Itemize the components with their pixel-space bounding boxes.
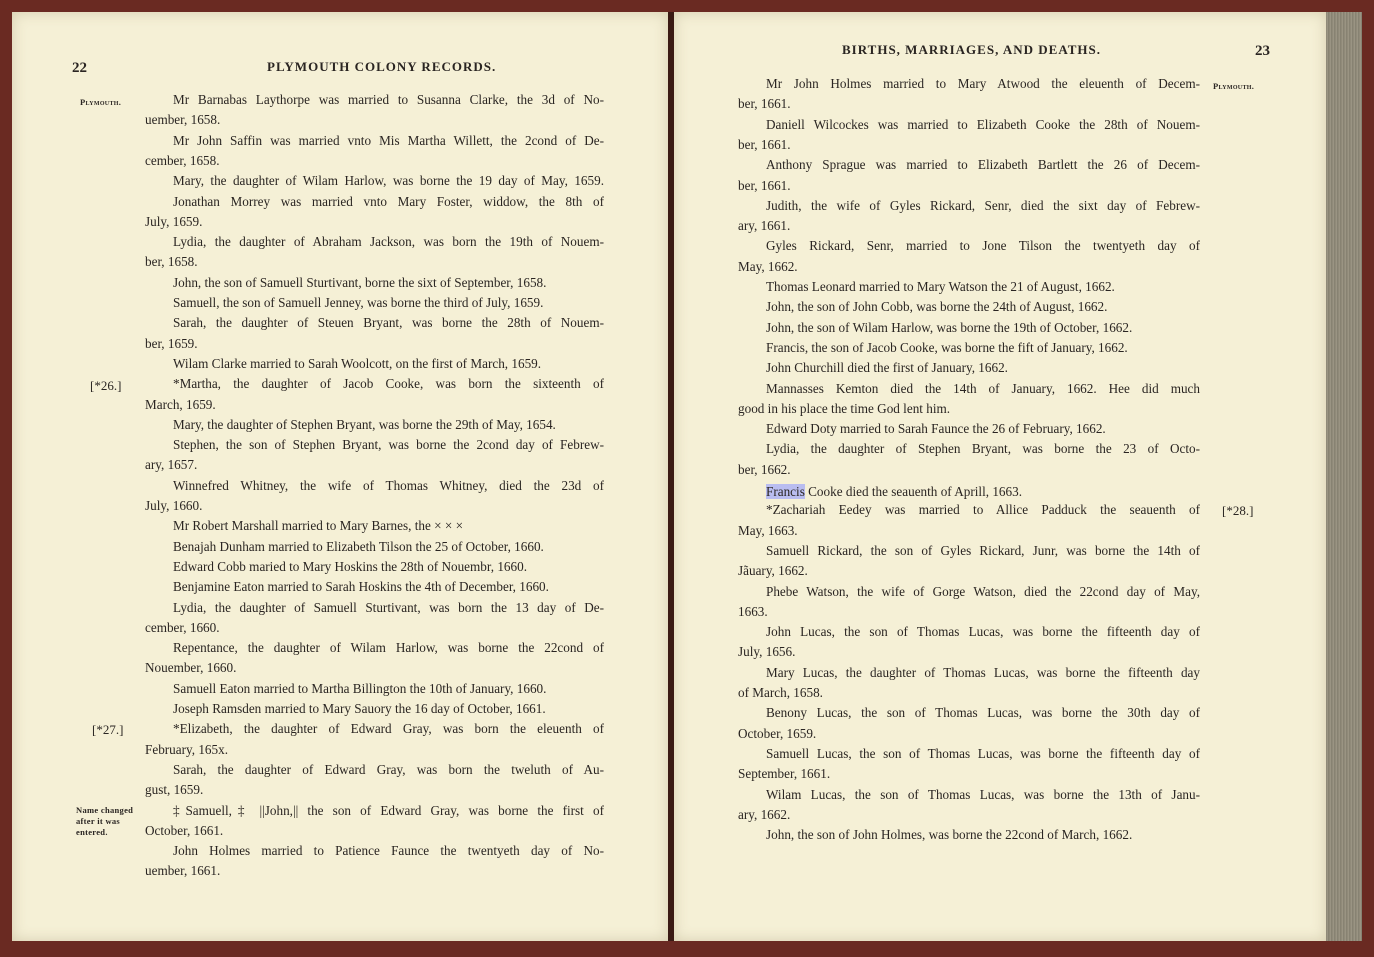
text-line: Benajah Dunham married to Elizabeth Tilson the 25 of October, 1660.	[173, 538, 544, 554]
text-line: May, 1663.	[738, 522, 798, 538]
text-line: *Martha, the daughter of Jacob Cooke, was born the sixteenth of	[173, 376, 604, 392]
text-line: ber, 1659.	[145, 335, 198, 351]
text-line: Nouember, 1660.	[145, 660, 237, 676]
margin-note-27: [*27.]	[92, 722, 124, 737]
text-line: John, the son of John Holmes, was borne the 22cond of March, 1662.	[766, 827, 1133, 843]
page-edges	[1326, 12, 1362, 941]
text-line: uember, 1661.	[145, 863, 221, 879]
text-line: Samuell Lucas, the son of Thomas Lucas, was borne the fifteenth day of	[766, 745, 1200, 761]
text-line: *Elizabeth, the daughter of Edward Gray, was born the eleuenth of	[173, 721, 604, 737]
text-line: July, 1660.	[145, 498, 203, 513]
text-line: Mr John Saffin was married vnto Mis Martha Willett, the 2cond of De-	[173, 132, 604, 148]
text-line: Sarah, the daughter of Steuen Bryant, was borne the 28th of Nouem-	[173, 315, 604, 331]
text-line: Gyles Rickard, Senr, married to Jone Tilson the twentyeth day of	[766, 238, 1200, 254]
text-line: Samuell, the son of Samuell Jenney, was borne the third of July, 1659.	[173, 295, 544, 310]
text-line: September, 1661.	[738, 766, 831, 782]
text-line: Samuell Eaton married to Martha Billington the 10th of January, 1660.	[173, 680, 547, 696]
margin-note-name-changed-line: Name changed	[76, 805, 134, 815]
text-line: ber, 1661.	[738, 136, 791, 152]
text-line: May, 1662.	[738, 258, 798, 274]
right-page-number: 23	[1255, 43, 1270, 59]
text-line: Samuell Rickard, the son of Gyles Rickard, Junr, was borne the 14th of	[766, 542, 1200, 558]
text-line: ary, 1657.	[145, 457, 198, 473]
text-line: March, 1659.	[145, 396, 216, 412]
text-line: Mannasses Kemton died the 14th of January, 1662. Hee did much	[766, 380, 1200, 396]
text-line: *Zachariah Eedey was married to Allice Padduck the seauenth of	[766, 502, 1200, 518]
text-line: Edward Doty married to Sarah Faunce the 26 of February, 1662.	[766, 421, 1106, 437]
text-line: Sarah, the daughter of Edward Gray, was born the tweluth of Au-	[173, 761, 604, 777]
margin-note-plymouth-right: Plymouth.	[1213, 81, 1255, 91]
text-line: of March, 1658.	[738, 685, 823, 700]
text-line: ber, 1662.	[738, 461, 791, 477]
text-line: Lydia, the daughter of Samuell Sturtivant, was born the 13 day of De-	[173, 599, 604, 615]
text-line: Judith, the wife of Gyles Rickard, Senr, died the sixt day of Febrew-	[766, 197, 1200, 213]
text-line: 1663.	[738, 603, 768, 619]
text-line: February, 165x.	[145, 741, 229, 757]
text-line: good in his place the time God lent him.	[738, 400, 951, 416]
text-line: Joseph Ramsden married to Mary Sauory the 16 day of October, 1661.	[173, 701, 546, 716]
text-line: ber, 1661.	[738, 177, 791, 193]
margin-note-26: [*26.]	[90, 378, 122, 393]
text-line: John, the son of Samuell Sturtivant, borne the sixt of September, 1658.	[173, 274, 547, 290]
text-line: John, the son of John Cobb, was borne the 24th of August, 1662.	[766, 299, 1108, 315]
text-line: Wilam Lucas, the son of Thomas Lucas, was borne the 13th of Janu-	[766, 786, 1200, 802]
text-line: cember, 1658.	[145, 152, 220, 168]
text-line: Mary, the daughter of Wilam Harlow, was borne the 19 day of May, 1659.	[173, 173, 604, 189]
text-line: Lydia, the daughter of Abraham Jackson, was born the 19th of Nouem-	[173, 234, 604, 250]
text-line: Repentance, the daughter of Wilam Harlow, was borne the 22cond of	[173, 640, 604, 656]
text-line: ber, 1661.	[738, 96, 791, 112]
text-line: John Holmes married to Patience Faunce the twentyeth day of No-	[173, 843, 604, 859]
highlighted-word[interactable]: Francis	[766, 484, 805, 499]
text-line: ber, 1658.	[145, 254, 198, 270]
highlighted-line-rest: Cooke died the seauenth of Aprill, 1663.	[804, 484, 1023, 499]
margin-note-name-changed	[76, 805, 133, 838]
text-line: Stephen, the son of Stephen Bryant, was borne the 2cond day of Febrew-	[173, 437, 604, 453]
text-line: Mr Barnabas Laythorpe was married to Susanna Clarke, the 3d of No-	[173, 92, 604, 107]
margin-note-name-changed-line: after it was	[76, 816, 121, 826]
text-line: Daniell Wilcockes was married to Elizabeth Cooke the 28th of Nouem-	[766, 116, 1200, 132]
text-line: October, 1659.	[738, 725, 817, 741]
text-line: John, the son of Wilam Harlow, was borne the 19th of October, 1662.	[766, 319, 1133, 335]
text-line: Mr John Holmes married to Mary Atwood the eleuenth of Decem-	[766, 76, 1200, 91]
left-running-header: PLYMOUTH COLONY RECORDS.	[267, 59, 497, 74]
text-line: gust, 1659.	[145, 782, 204, 798]
margin-note-name-changed-line: entered.	[76, 827, 108, 837]
text-line: John Churchill died the first of January, 1662.	[766, 360, 1008, 376]
right-page	[674, 12, 1326, 941]
text-line: ‡Samuell,‡ ||John,|| the son of Edward Gray, was borne the first of	[173, 802, 604, 818]
text-line-highlighted	[766, 482, 1206, 502]
text-line: Mary, the daughter of Stephen Bryant, was borne the 29th of May, 1654.	[173, 416, 556, 432]
left-page	[12, 12, 668, 941]
text-line: Jãuary, 1662.	[738, 563, 808, 579]
right-running-header: BIRTHS, MARRIAGES, AND DEATHS.	[842, 42, 1102, 57]
left-page-number: 22	[72, 60, 87, 76]
text-line: Edward Cobb maried to Mary Hoskins the 28th of Nouembr, 1660.	[173, 558, 528, 574]
text-line: Phebe Watson, the wife of Gorge Watson, died the 22cond day of May,	[766, 583, 1200, 599]
text-line: Wilam Clarke married to Sarah Woolcott, on the first of March, 1659.	[173, 355, 542, 371]
text-line: Anthony Sprague was married to Elizabeth Bartlett the 26 of Decem-	[766, 157, 1200, 173]
text-line: Francis, the son of Jacob Cooke, was borne the fift of January, 1662.	[766, 339, 1128, 355]
text-line: Jonathan Morrey was married vnto Mary Foster, widdow, the 8th of	[173, 193, 604, 209]
text-line: ary, 1661.	[738, 218, 791, 234]
text-line: July, 1656.	[738, 644, 796, 660]
text-line: October, 1661.	[145, 822, 224, 838]
text-line: Winnefred Whitney, the wife of Thomas Whitney, died the 23d of	[173, 477, 604, 493]
text-line: Benjamine Eaton married to Sarah Hoskins the 4th of December, 1660.	[173, 579, 549, 595]
text-line: Benony Lucas, the son of Thomas Lucas, was borne the 30th day of	[766, 705, 1200, 721]
text-line: cember, 1660.	[145, 619, 220, 635]
text-line: Thomas Leonard married to Mary Watson the 21 of August, 1662.	[766, 279, 1115, 294]
text-line: ary, 1662.	[738, 806, 791, 822]
text-line: July, 1659.	[145, 213, 203, 229]
text-line: uember, 1658.	[145, 112, 221, 128]
margin-note-28: [*28.]	[1222, 503, 1254, 518]
text-line: Lydia, the daughter of Stephen Bryant, was borne the 23 of Octo-	[766, 441, 1200, 457]
text-line: Mary Lucas, the daughter of Thomas Lucas, was borne the fifteenth day	[766, 664, 1200, 680]
text-line: John Lucas, the son of Thomas Lucas, was borne the fifteenth day of	[766, 624, 1200, 640]
margin-note-plymouth-left: Plymouth.	[80, 97, 122, 107]
text-line: Mr Robert Marshall married to Mary Barnes, the × × ×	[173, 518, 464, 534]
